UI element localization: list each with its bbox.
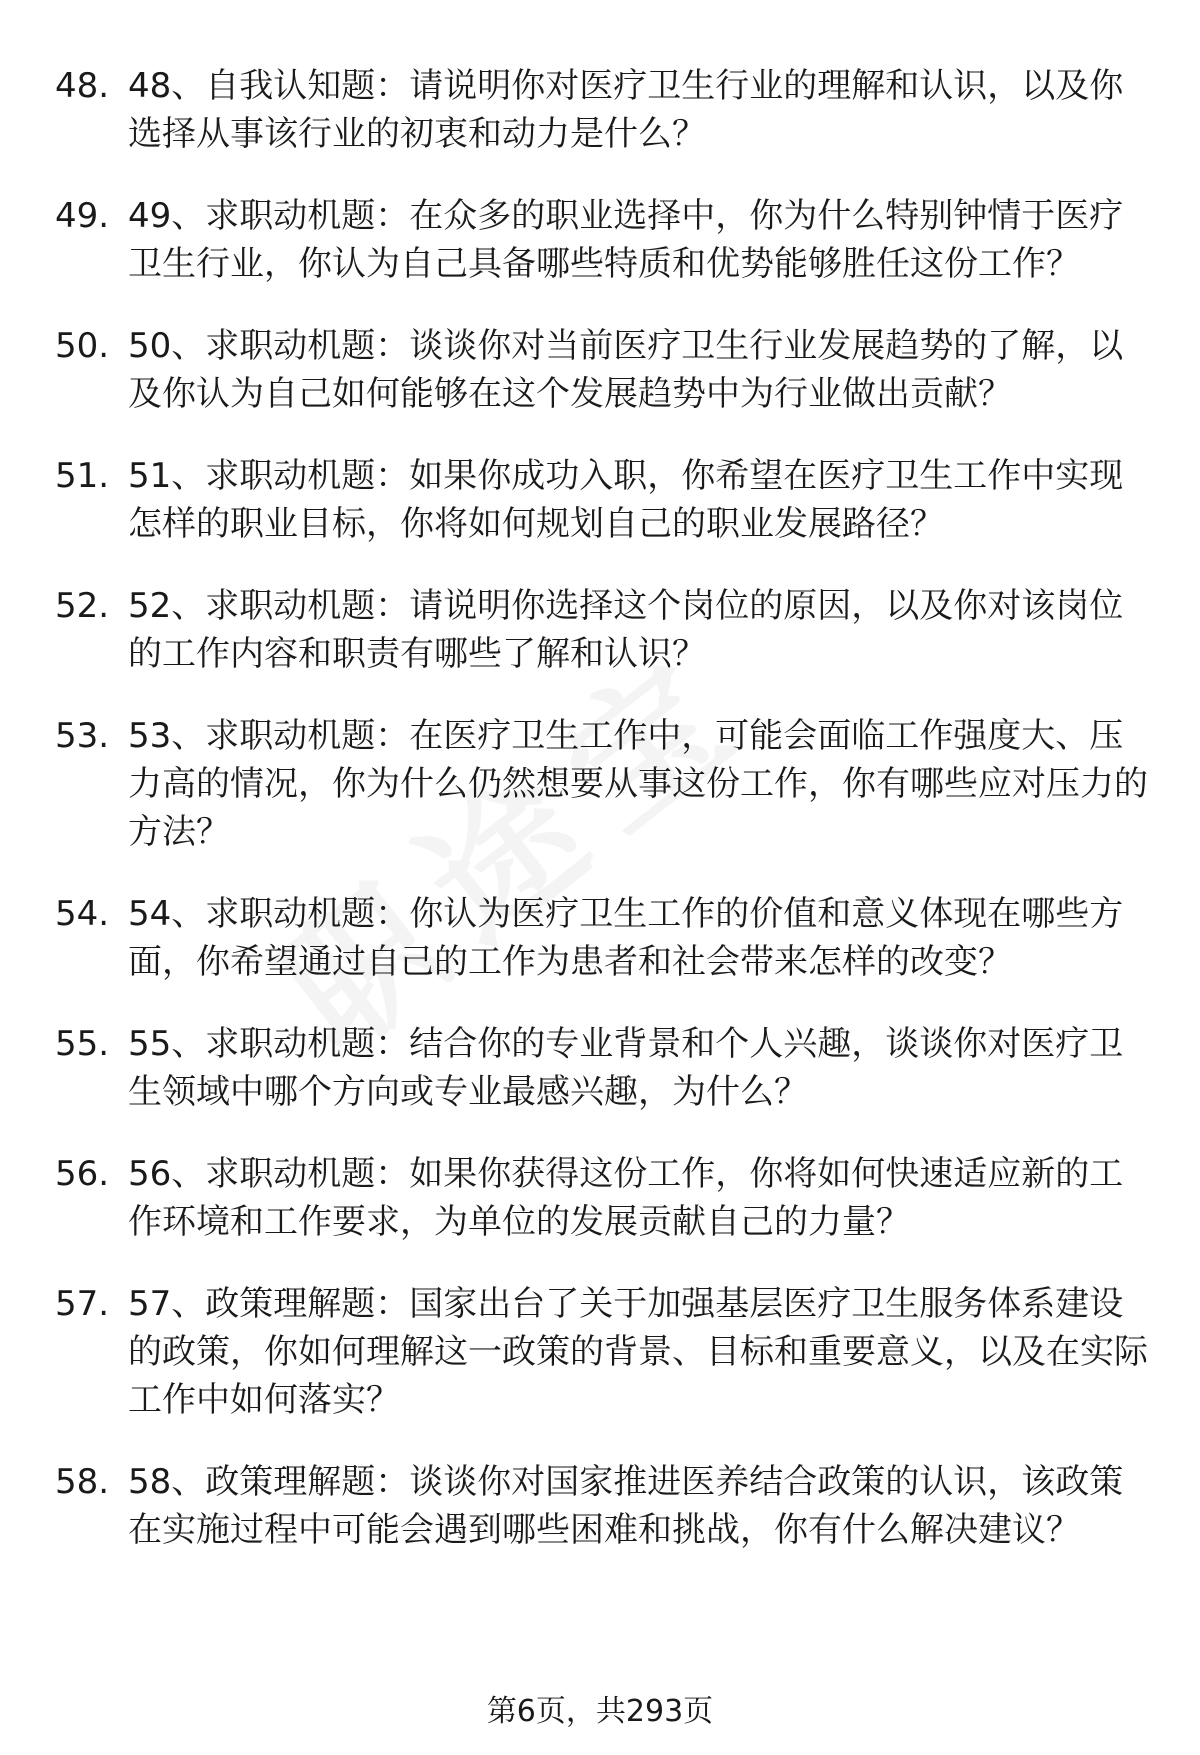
list-item: [55, 1280, 1155, 1424]
list-item: [55, 582, 1155, 678]
item-text: 49、求职动机题：在众多的职业选择中，你为什么特别钟情于医疗卫生行业，你认为自己具备哪些特质和优势能够胜任这份工作？: [128, 196, 1124, 284]
item-text: 52、求职动机题：请说明你选择这个岗位的原因，以及你对该岗位的工作内容和职责有哪些了解和认识？: [128, 586, 1124, 674]
item-text: 55、求职动机题：结合你的专业背景和个人兴趣，谈谈你对医疗卫生领域中哪个方向或专业最感兴趣，为什么？: [128, 1024, 1124, 1112]
item-number: 57.: [55, 1284, 110, 1324]
list-item: [55, 1150, 1155, 1246]
item-number: 49.: [55, 196, 110, 236]
item-number: 58.: [55, 1462, 110, 1502]
item-text: 56、求职动机题：如果你获得这份工作，你将如何快速适应新的工作环境和工作要求，为单位的发展贡献自己的力量？: [128, 1154, 1124, 1242]
item-text: 54、求职动机题：你认为医疗卫生工作的价值和意义体现在哪些方面，你希望通过自己的工作为患者和社会带来怎样的改变？: [128, 894, 1124, 982]
item-text: 58、政策理解题：谈谈你对国家推进医养结合政策的认识，该政策在实施过程中可能会遇到哪些困难和挑战，你有什么解决建议？: [128, 1462, 1124, 1550]
list-item: [55, 322, 1155, 418]
item-number: 48.: [55, 66, 110, 106]
item-text: 48、自我认知题：请说明你对医疗卫生行业的理解和认识，以及你选择从事该行业的初衷和动力是什么？: [128, 66, 1124, 154]
item-text: 53、求职动机题：在医疗卫生工作中，可能会面临工作强度大、压力高的情况，你为什么仍然想要从事这份工作，你有哪些应对压力的方法？: [128, 716, 1148, 852]
item-number: 56.: [55, 1154, 110, 1194]
question-list: [55, 62, 1155, 1588]
item-number: 51.: [55, 456, 110, 496]
item-text: 57、政策理解题：国家出台了关于加强基层医疗卫生服务体系建设的政策，你如何理解这一政策的背景、目标和重要意义，以及在实际工作中如何落实？: [128, 1284, 1148, 1420]
item-text: 50、求职动机题：谈谈你对当前医疗卫生行业发展趋势的了解，以及你认为自己如何能够在这个发展趋势中为行业做出贡献？: [128, 326, 1124, 414]
list-item: [55, 1020, 1155, 1116]
item-number: 52.: [55, 586, 110, 626]
list-item: [55, 890, 1155, 986]
item-number: 54.: [55, 894, 110, 934]
item-number: 50.: [55, 326, 110, 366]
item-number: 55.: [55, 1024, 110, 1064]
page-footer: 第6页，共293页: [486, 1694, 714, 1729]
list-item: [55, 192, 1155, 288]
list-item: [55, 1458, 1155, 1554]
list-item: [55, 712, 1155, 856]
item-text: 51、求职动机题：如果你成功入职，你希望在医疗卫生工作中实现怎样的职业目标，你将如何规划自己的职业发展路径？: [128, 456, 1124, 544]
list-item: [55, 62, 1155, 158]
list-item: [55, 452, 1155, 548]
item-number: 53.: [55, 716, 110, 756]
